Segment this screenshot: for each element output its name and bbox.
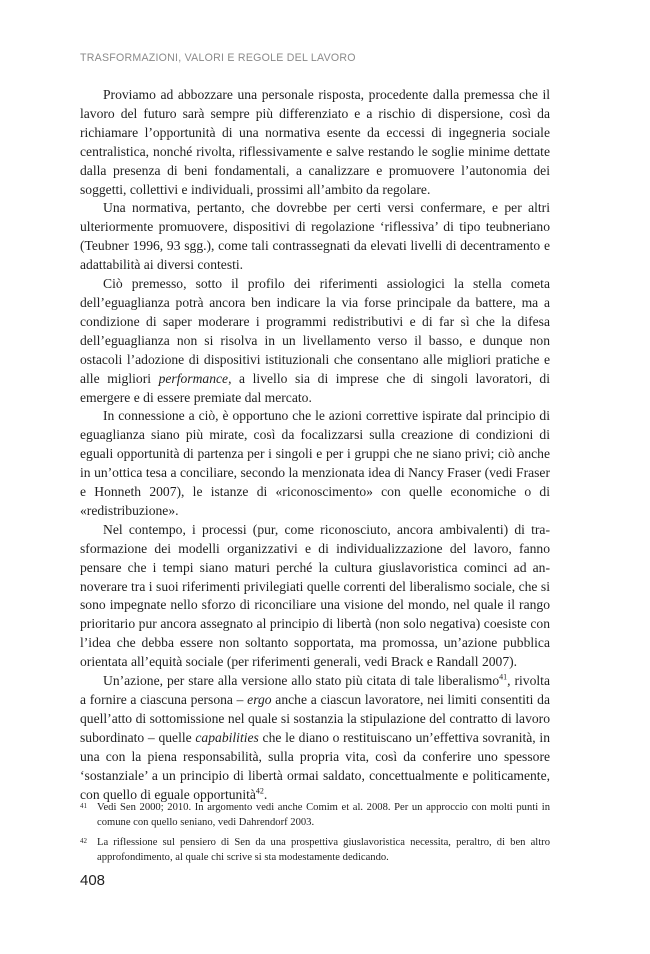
footnote [80,800,550,831]
footnote-text: La riflessione sul pensiero di Sen da una prospettiva giuslavoristica necessita, peraltro, di ben altro approfondimento, al quale chi scrive si sta modestamente dedicando. [97,836,550,864]
paragraph [80,672,550,804]
text-run: , a livello sia di imprese che di singoli lavoratori, di emergere e di essere premiate dal mercato. [80,370,550,405]
text-run: , rivolta a fornire a ciascuna persona – [80,673,550,707]
text-run: In connessione a ciò, è opportuno che le azioni correttive ispirate dal principio di eguaglianza siano più mirate, così da focalizzarsi sulla creazione di condizioni di eguali opportunità di partenza per i singoli e per i gruppi che ne siano privi; ciò anche in un’ottica tesa a conciliare, secondo la menzionata idea di Nancy Fraser (vedi Fraser e Honneth 2007), le istanze di «riconoscimento» con quelle economiche o di «redistribuzione». [80,408,550,518]
text-run: Una normativa, pertanto, che dovrebbe per certi versi confermare, e per altri ulteriormente promuovere, dispositivi di regolazione ‘riflessiva’ di tipo teubneriano (Teubner 1996, 93 sgg.), come tali contrassegnati da elevati livelli di decentramento e adattabilità ai diversi contesti. [80,200,550,273]
text-run: che le diano o restituiscano un’effettiva sovranità, in una con la piena responsabilità, sulla propria vita, così da conferire uno spessore ‘sostanziale’ a un principio di libertà ormai saldato, concettualmente e politicamente, con quello di eguale opportunità [80,729,550,802]
text-run: Ciò premesso, sotto il profilo dei riferimenti assiologici la stella cometa dell’eguaglianza potrà ancora ben indicare la via forse principale da battere, ma a condizione di saper moderare i programmi redistributivi e di far sì che la difesa dell’eguaglianza non si risolva in un livellamento verso il basso, e dunque non ostacoli l’adozione di dispositivi istituzionali che consentano alle migliori pratiche e alle migliori [80,276,550,386]
footnote [80,835,550,866]
footnote-number: 42 [80,836,87,845]
body-text [80,86,550,804]
paragraph [80,86,550,199]
italic-text: ergo [247,692,272,707]
paragraph [80,407,550,520]
footnotes [80,800,550,870]
text-run: Un’azione, per stare alla versione allo stato più citata di tale liberalismo [103,673,500,689]
italic-text: capabilities [195,729,259,745]
footnote-ref: 42 [255,786,264,795]
paragraph [80,275,550,407]
text-run: anche a ciascun lavoratore, nei limiti consentiti da quell’atto di sottomissione nel quale si sostanzia la stipulazione del contratto di lavoro subordinato – quelle [80,692,550,745]
text-run: . [263,786,268,802]
page-number: 408 [80,872,106,889]
paragraph [80,521,550,672]
italic-text: performance [158,370,229,386]
text-run: Nel contempo, i processi (pur, come riconosciuto, ancora ambivalenti) di trasformazione dei modelli organizzativi e di individualizzazione del lavoro, fanno pensare che i tempi siano maturi perché la cultura giuslavoristica cominci ad annoverare tra i suoi riferimenti privilegiati quelle correnti del liberalismo sociale, che si sono impegnate nello sforzo di riconciliare una visione del mondo, nel quale il rango prioritario pur ancora assegnato al principio di libertà (non solo negativa) coesiste con l’idea che debba essere non soltanto sopportata, ma promossa, un’azione pubblica orientata all’equità sociale (per riferimenti generali, vedi Brack e Randall 2007). [80,521,550,670]
running-head: TRASFORMAZIONI, VALORI E REGOLE DEL LAVORO [80,52,356,64]
footnote-text: Vedi Sen 2000; 2010. In argomento vedi anche Comim et al. 2008. Per un approccio con molti punti in comune con quello seniano, vedi Dahrendorf 2003. [97,802,550,829]
paragraph [80,199,550,275]
text-run: Proviamo ad abbozzare una personale risposta, procedente dalla premessa che il lavoro del futuro sarà sempre più differenziato e a rischio di dispersione, così da richiamare l’opportunità di una normativa esente da eccessi di ingegneria sociale centralistica, nonché rivolta, riflessivamente e salve restando le soglie minime dettate dalla presenza di beni fondamentali, a canalizzare e promuovere l’autonomia dei soggetti, collettivi e individuali, prossimi all’ambito da regolare. [80,87,550,197]
footnote-ref: 41 [499,672,508,682]
footnote-number: 41 [80,802,87,810]
